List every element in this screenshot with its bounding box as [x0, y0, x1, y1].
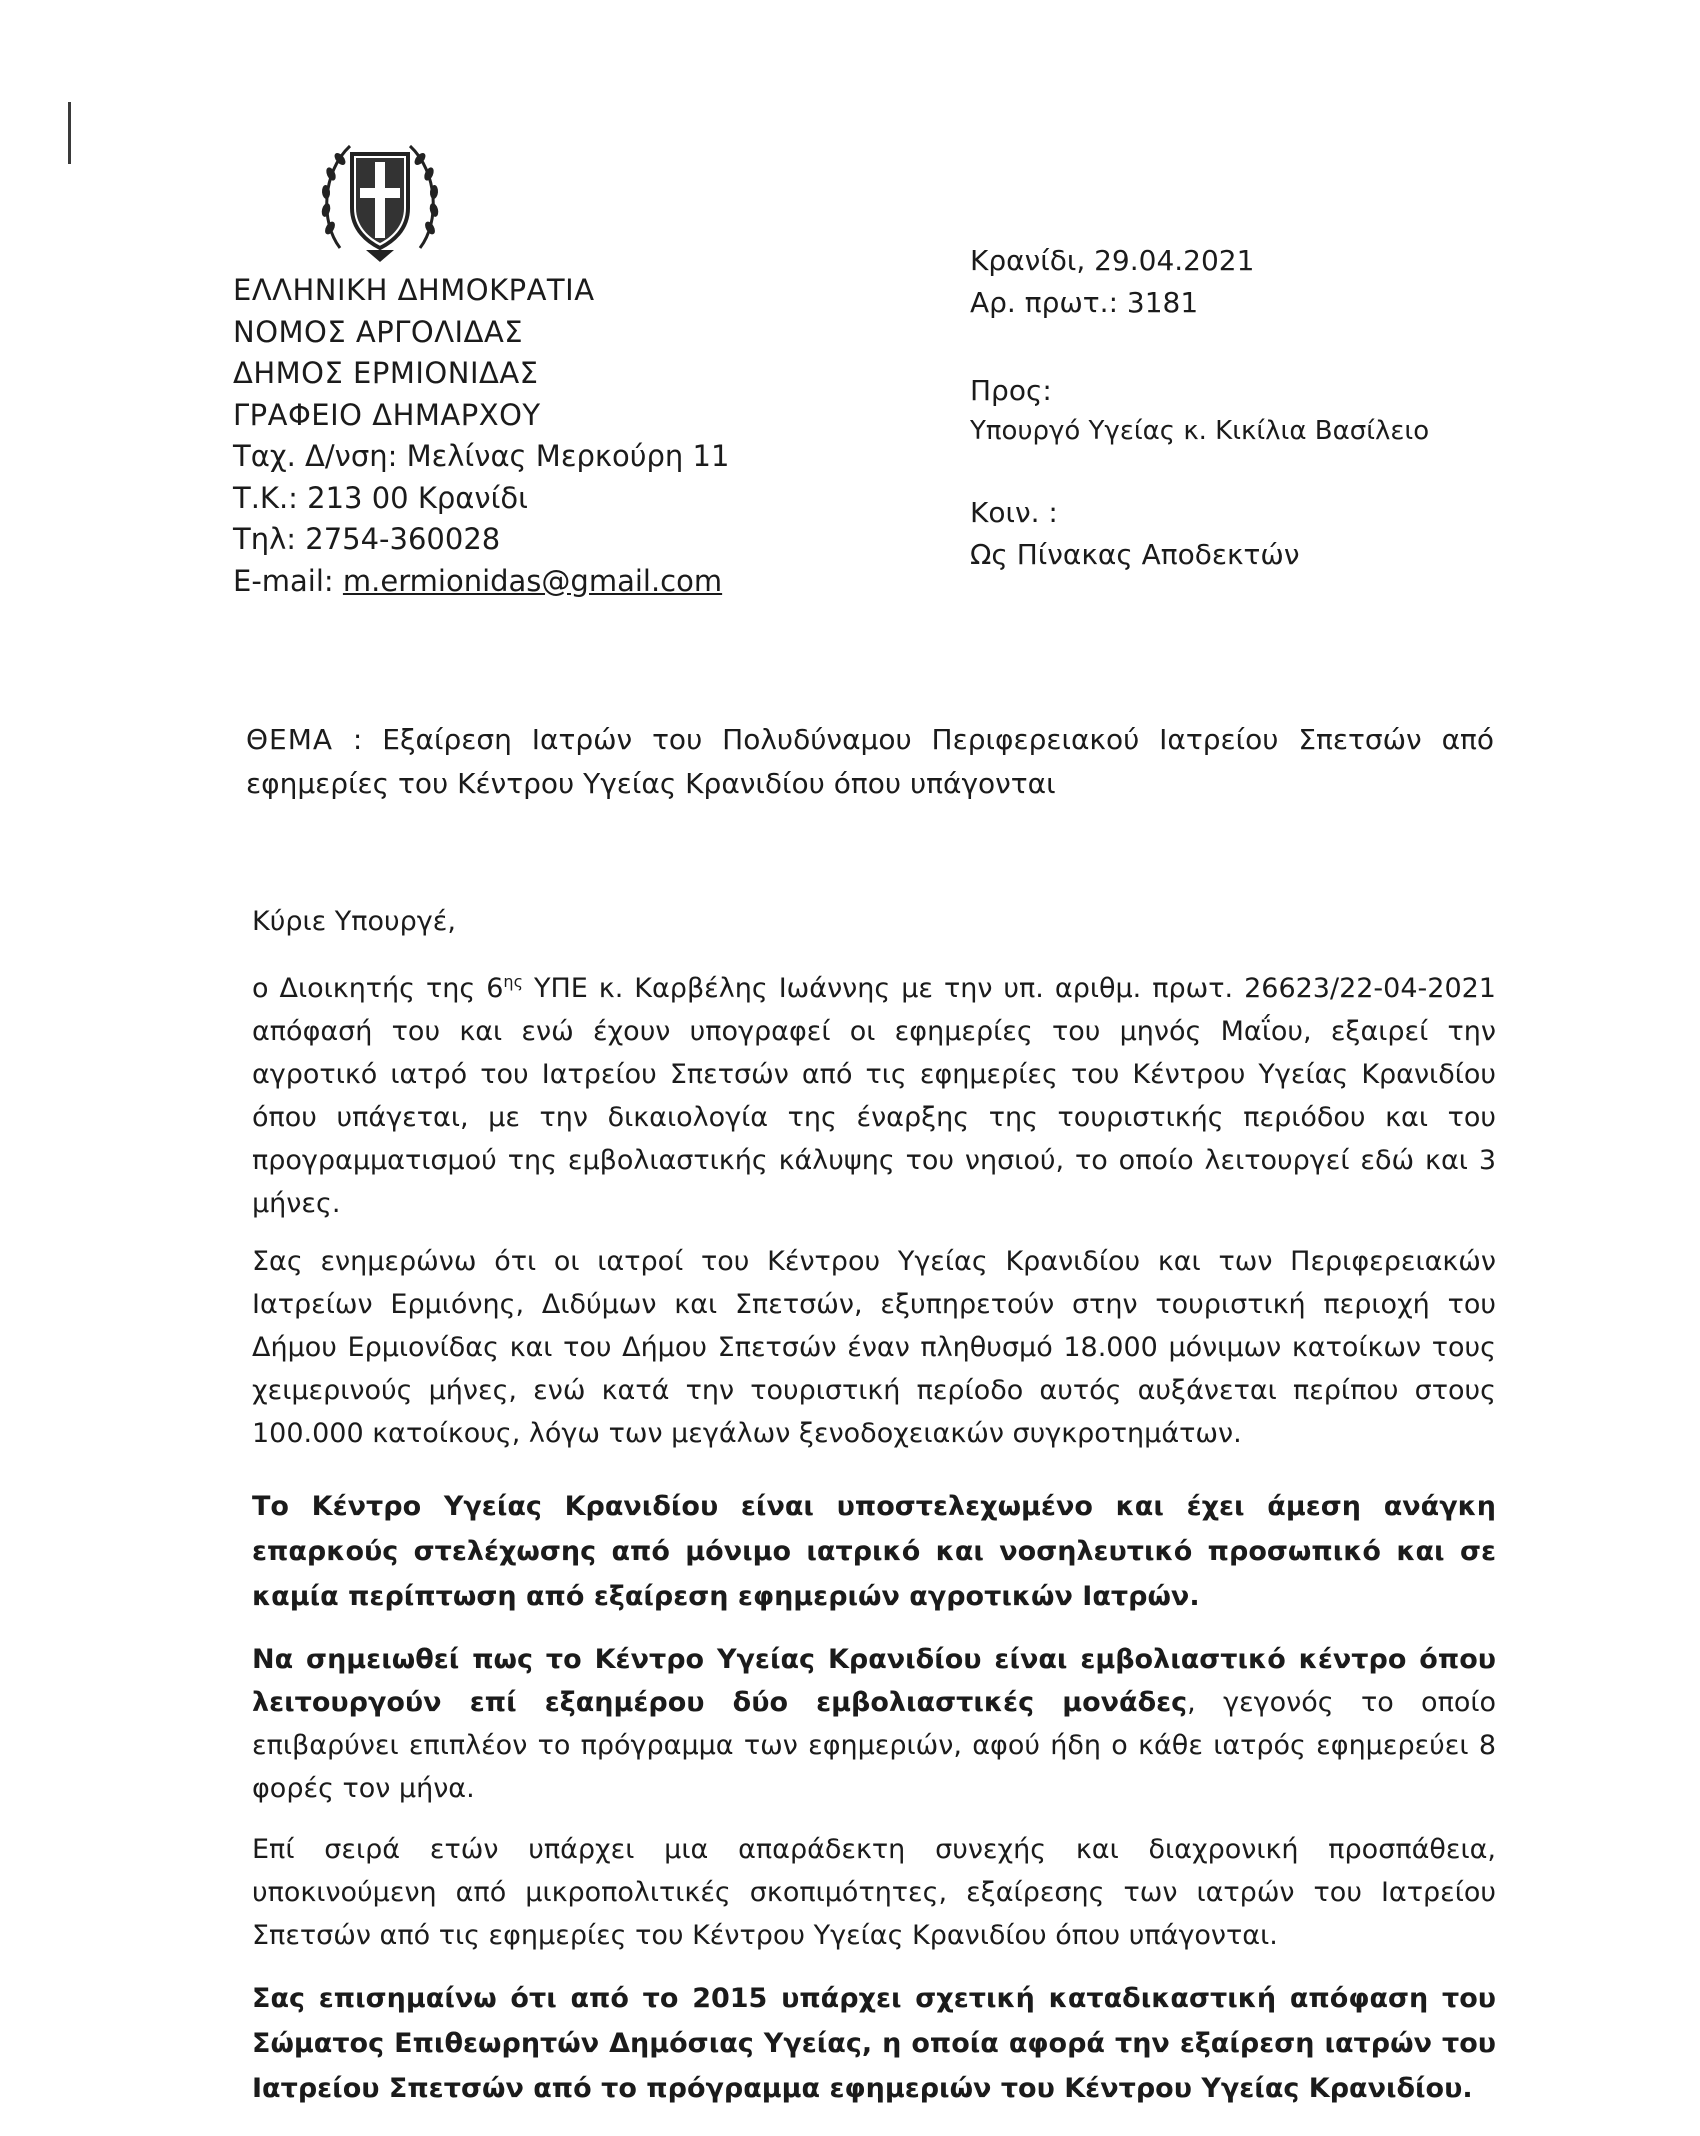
ordinal-suffix: ης [503, 972, 523, 991]
paragraph-1-start: ο Διοικητής της 6 [252, 973, 504, 1004]
cc-value: Ως Πίνακας Αποδεκτών [970, 538, 1300, 571]
subject-text: Εξαίρεση Ιατρών του Πολυδύναμου Περιφερειακού Ιατρείου Σπετσών από εφημερίες του Κέντρου Υγείας Κρανιδίου όπου υπάγονται [246, 723, 1495, 800]
paragraph-1-rest: ΥΠΕ κ. Καρβέλης Ιωάννης με την υπ. αριθμ. πρωτ. 26623/22-04-2021 απόφασή του και ενώ έχουν υπογραφεί οι εφημερίες του μηνός Μαΐου, εξαιρεί την αγροτικό ιατρό του Ιατρείου Σπετσών από τις εφημερίες του Κέντρου Υγείας Κρανιδίου όπου υπάγεται, με την δικαιολογία της έναρξης της τουριστικής περιόδου και του προγραμματισμού της εμβολιαστικής κάλυψης του νησιού, το οποίο λειτουργεί εδώ και 3 μήνες. [252, 973, 1496, 1219]
sender-country: ΕΛΛΗΝΙΚΗ ΔΗΜΟΚΡΑΤΙΑ [233, 273, 595, 307]
email-label: E-mail: [233, 563, 343, 598]
cc-label: Κοιν. : [970, 496, 1058, 529]
sender-office: ΓΡΑΦΕΙΟ ΔΗΜΑΡΧΟΥ [233, 397, 541, 432]
paragraph-2: Σας ενημερώνω ότι οι ιατροί του Κέντρου Υγείας Κρανιδίου και των Περιφερειακών Ιατρείων Ερμιόνης, Διδύμων και Σπετσών, εξυπηρετούν στην τουριστική περιοχή του Δήμου Ερμιονίδας και του Δήμου Σπετσών έναν πληθυσμό 18.000 μόνιμων κατοίκων τους χειμερινούς μήνες, ενώ κατά την τουριστική περίοδο αυτός αυξάνεται περίπου στους 100.000 κατοίκους, λόγω των μεγάλων ξενοδοχειακών συγκροτημάτων. [252, 1246, 1496, 1449]
scan-artifact [68, 102, 71, 164]
paragraph-3: Το Κέντρο Υγείας Κρανιδίου είναι υποστελεχωμένο και έχει άμεση ανάγκη επαρκούς στελέχωσης από μόνιμο ιατρικό και νοσηλευτικό προσωπικό και σε καμία περίπτωση από εξαίρεση εφημεριών αγροτικών Ιατρών. [252, 1491, 1496, 1612]
subject-label: ΘΕΜΑ [246, 723, 334, 756]
greeting: Κύριε Υπουργέ, [252, 906, 456, 937]
paragraph-4-rest: , γεγονός το οποίο επιβαρύνει επιπλέον το πρόγραμμα των εφημεριών, αφού ήδη ο κάθε ιατρός εφημερεύει 8 φορές τον μήνα. [252, 1687, 1496, 1804]
sender-address: Ταχ. Δ/νση: Μελίνας Μερκούρη 11 [233, 439, 730, 473]
letter-date: Κρανίδι, 29.04.2021 [970, 244, 1255, 277]
paragraph-4 [252, 1638, 1496, 1810]
paragraph-4-bold: Να σημειωθεί πως το Κέντρο Υγείας Κρανιδίου είναι εμβολιαστικό κέντρο όπου λειτουργούν επί εξαημέρου δύο εμβολιαστικές μονάδες [252, 1644, 1496, 1718]
recipient-label: Προς: [970, 374, 1052, 407]
sender-email-line [233, 561, 729, 603]
subject-separator: : [333, 723, 383, 756]
email-link[interactable]: m.ermionidas@gmail.com [342, 563, 723, 598]
sender-block [233, 270, 729, 602]
sender-phone: Τηλ: 2754-360028 [233, 522, 501, 556]
paragraph-5: Επί σειρά ετών υπάρχει μια απαράδεκτη συνεχής και διαχρονική προσπάθεια, υποκινούμενη από μικροπολιτικές σκοπιμότητες, εξαίρεσης των ιατρών του Ιατρείου Σπετσών από τις εφημερίες του Κέντρου Υγείας Κρανιδίου όπου υπάγονται. [252, 1834, 1496, 1951]
sender-municipality: ΔΗΜΟΣ ΕΡΜΙΟΝΙΔΑΣ [233, 356, 539, 390]
paragraph-6: Σας επισημαίνω ότι από το 2015 υπάρχει σχετική καταδικαστική απόφαση του Σώματος Επιθεωρητών Δημόσιας Υγείας, η οποία αφορά την εξαίρεση ιατρών του Ιατρείου Σπετσών από το πρόγραμμα εφημεριών του Κέντρου Υγείας Κρανιδίου. [252, 1983, 1496, 2104]
recipient-value: Υπουργό Υγείας κ. Κικίλια Βασίλειο [970, 416, 1430, 446]
sender-postal-code: Τ.Κ.: 213 00 Κρανίδι [233, 480, 528, 515]
sender-prefecture: ΝΟΜΟΣ ΑΡΓΟΛΙΔΑΣ [233, 314, 524, 349]
paragraph-1 [252, 960, 1496, 1225]
protocol-number: Αρ. πρωτ.: 3181 [970, 286, 1199, 319]
greek-coat-of-arms-icon [316, 130, 444, 270]
subject-line [246, 718, 1494, 806]
